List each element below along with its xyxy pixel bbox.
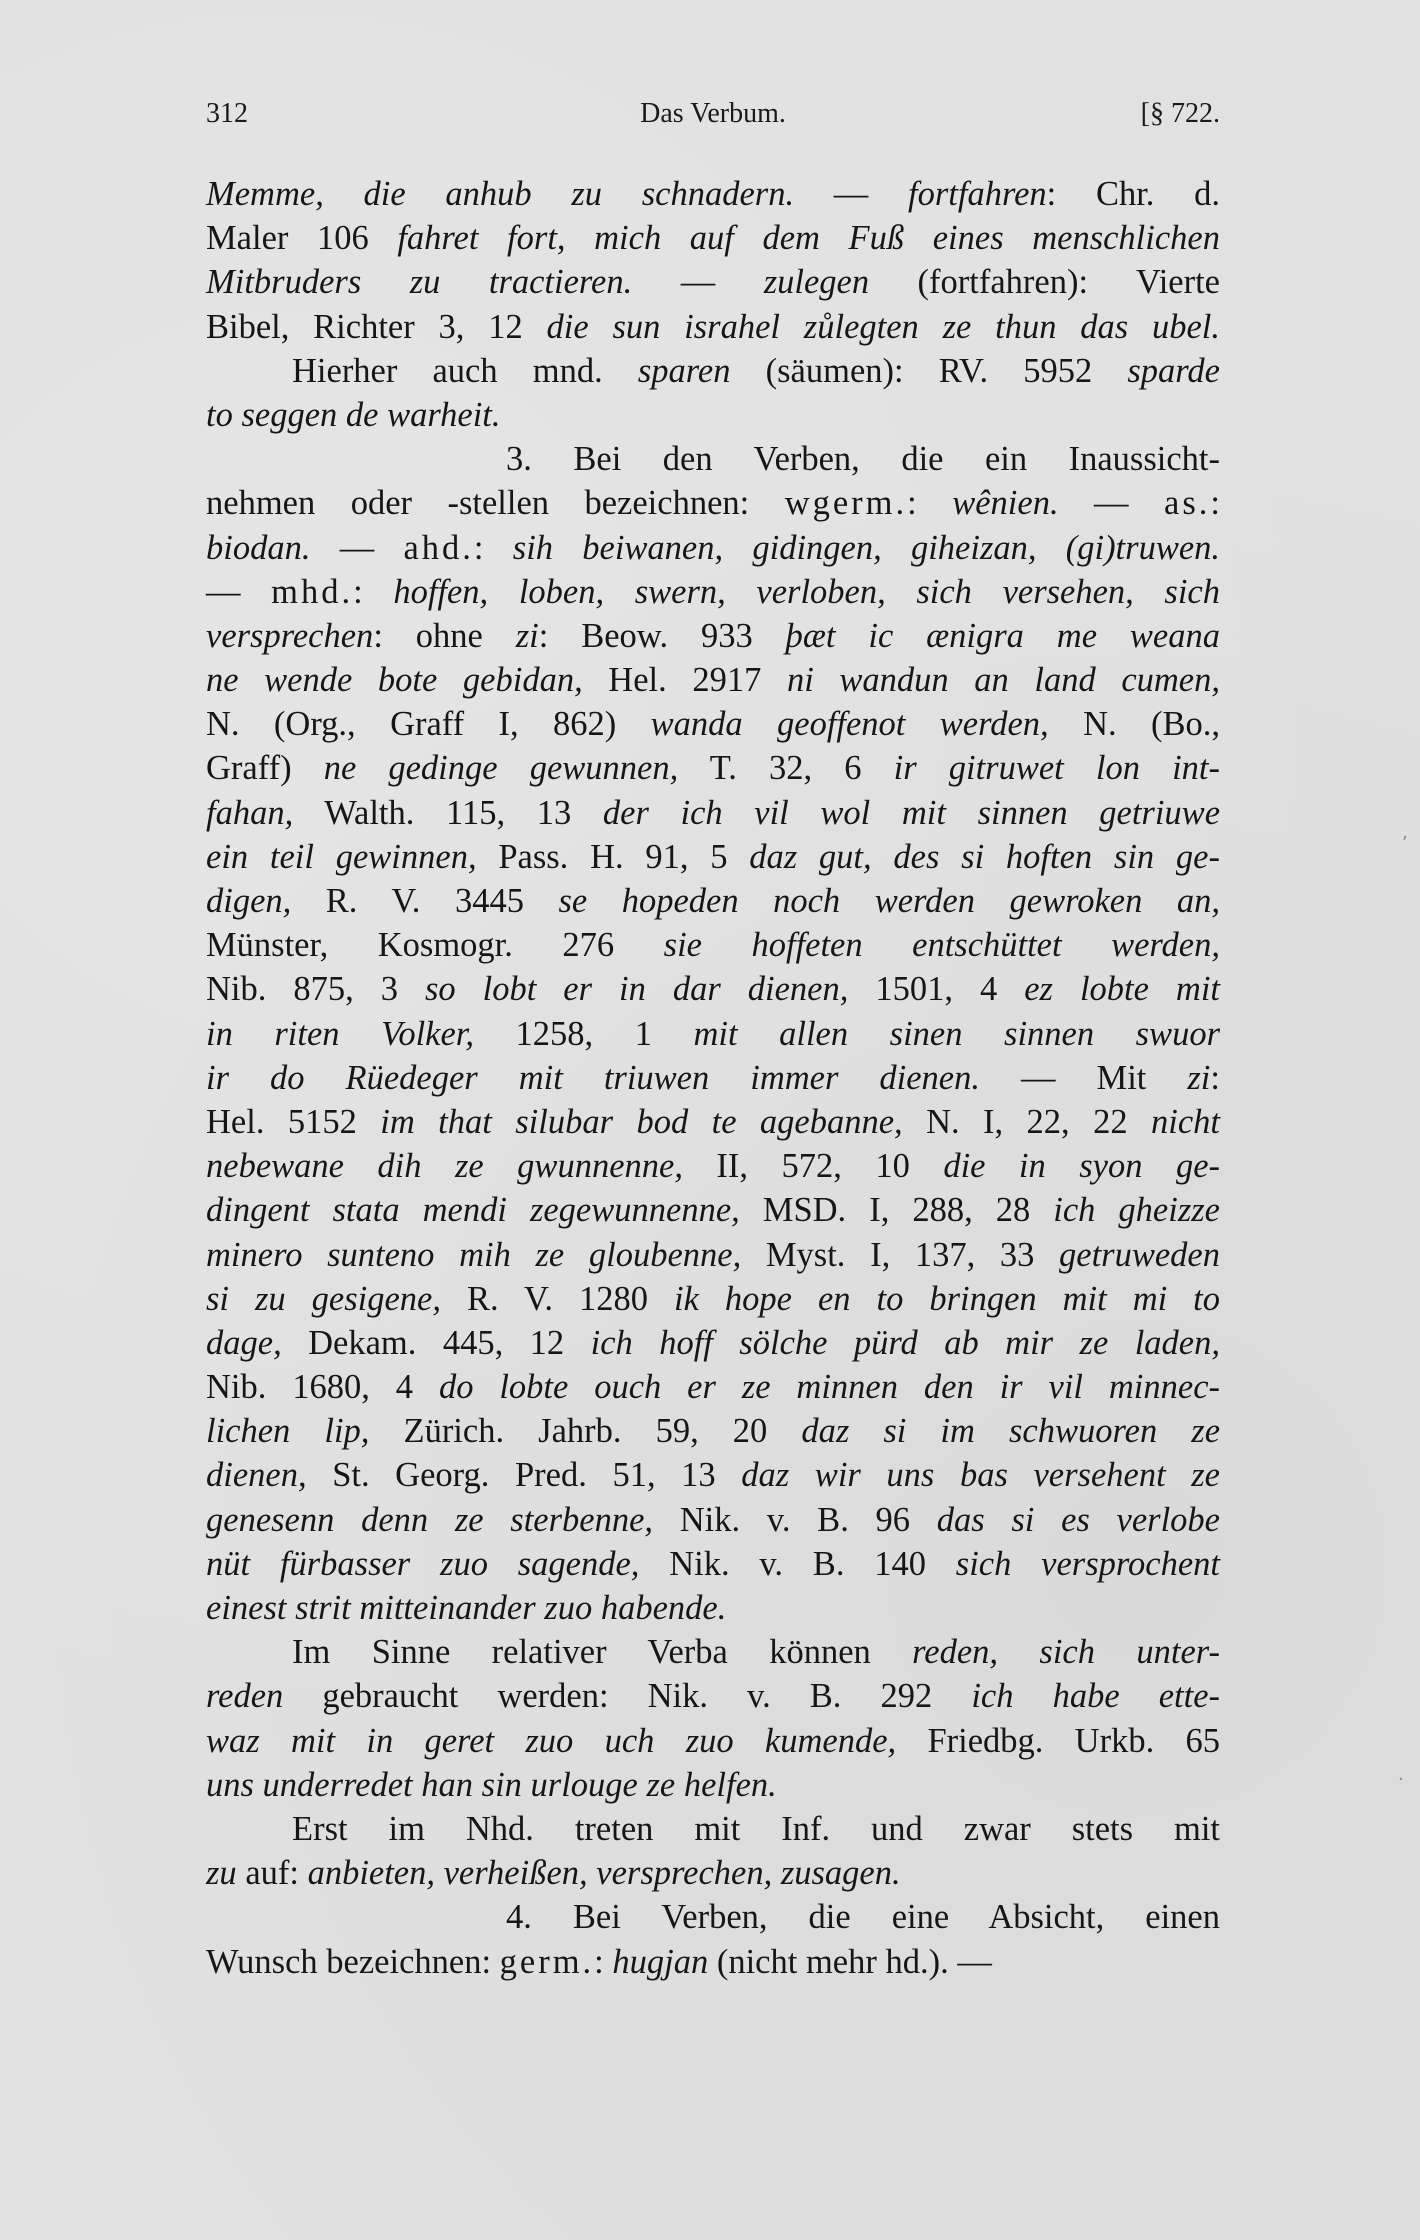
text-span: Hel. 2917 xyxy=(582,661,787,700)
text-span: N. (Org., Graff I, 862) xyxy=(206,705,651,744)
text-span: : xyxy=(353,572,394,611)
text-line xyxy=(206,614,1220,658)
italic-text-span: zu xyxy=(206,1854,237,1893)
italic-text-span: nicht xyxy=(1151,1102,1220,1141)
italic-text-span: ich habe ette- xyxy=(971,1677,1220,1716)
text-span: — xyxy=(632,263,764,302)
italic-text-span: sparen xyxy=(637,351,731,390)
text-line xyxy=(206,1586,1220,1630)
italic-text-span: daz wir uns bas versehent ze xyxy=(741,1456,1220,1495)
text-line xyxy=(206,1542,1220,1586)
italic-text-span: fahret fort, mich auf dem Fuß eines menschlichen xyxy=(397,219,1220,258)
text-span: (säumen): RV. 5952 xyxy=(730,351,1128,390)
text-span: nehmen oder -stellen bezeichnen: xyxy=(206,484,785,523)
text-line xyxy=(206,1321,1220,1365)
text-line xyxy=(206,1144,1220,1188)
italic-text-span: mit allen sinen sinnen swuor xyxy=(693,1014,1220,1053)
italic-text-span: ich hoff sölche pürd ab mir ze laden, xyxy=(590,1323,1220,1362)
text-span: : xyxy=(473,528,513,567)
text-line xyxy=(206,1807,1220,1851)
text-span: : xyxy=(594,1942,613,1981)
italic-text-span: zi xyxy=(1187,1058,1211,1097)
italic-text-span: Memme, die anhub zu schnadern. xyxy=(206,175,795,213)
italic-text-span: þæt ic ænigra me weana xyxy=(785,616,1220,655)
italic-text-span: ir gitruwet lon int- xyxy=(893,749,1221,788)
text-span: — xyxy=(310,528,404,567)
text-span: R. V. 3445 xyxy=(291,882,559,920)
running-header xyxy=(206,98,1220,138)
text-span: N. (Bo., xyxy=(1048,705,1220,744)
italic-text-span: to seggen de warheit. xyxy=(206,395,501,434)
text-line xyxy=(206,835,1220,879)
italic-text-span: sih beiwanen, gidingen, giheizan, (gi)truwen. xyxy=(512,528,1221,567)
italic-text-span: die in syon ge- xyxy=(943,1147,1220,1186)
margin-mark: . xyxy=(1398,1764,1404,1785)
text-line xyxy=(206,1498,1220,1542)
text-line xyxy=(206,658,1220,702)
text-span: ahd. xyxy=(403,528,474,567)
text-span: : xyxy=(1210,1058,1220,1097)
text-line xyxy=(206,746,1220,790)
italic-text-span: nüt fürbasser zuo sagende, xyxy=(206,1544,640,1583)
text-span: Friedbg. Urkb. 65 xyxy=(896,1721,1221,1760)
text-line xyxy=(206,481,1220,525)
italic-text-span: getruweden xyxy=(1059,1235,1220,1274)
italic-text-span: fahan, xyxy=(206,793,294,832)
margin-mark: ‚ xyxy=(1402,822,1408,843)
text-span: Walth. 115, 13 xyxy=(293,793,603,832)
italic-text-span: ir do Rüedeger mit triuwen immer dienen. xyxy=(206,1058,980,1097)
italic-text-span: nebewane dih ze gwunnenne, xyxy=(206,1147,683,1186)
text-line xyxy=(206,216,1220,260)
italic-text-span: in riten Volker, xyxy=(206,1014,475,1053)
text-line xyxy=(206,1674,1220,1718)
text-span: Hierher auch mnd. xyxy=(292,351,638,390)
italic-text-span: Mitbruders zu tractieren. xyxy=(206,263,633,302)
italic-text-span: do lobte ouch er ze minnen den ir vil minnec- xyxy=(438,1368,1220,1407)
italic-text-span: das si es verlobe xyxy=(936,1500,1220,1539)
italic-text-span: lichen lip, xyxy=(206,1412,370,1451)
italic-text-span: wênien. xyxy=(952,484,1059,523)
text-line xyxy=(206,526,1220,570)
text-span: Zürich. Jahrb. 59, 20 xyxy=(369,1412,802,1451)
text-line xyxy=(206,172,1220,216)
italic-text-span: ne gedinge gewunnen, xyxy=(323,749,679,788)
italic-text-span: im that silubar bod te agebanne, xyxy=(380,1102,903,1141)
text-span: T. 32, 6 xyxy=(678,749,894,788)
text-line xyxy=(206,702,1220,746)
text-line xyxy=(206,1365,1220,1409)
text-span: Hel. 5152 xyxy=(206,1102,381,1141)
text-line xyxy=(206,923,1220,967)
text-span: Maler 106 xyxy=(206,219,398,258)
italic-text-span: ne wende bote gebidan, xyxy=(206,661,583,700)
text-span: — xyxy=(206,572,272,611)
text-span: Nik. v. B. 140 xyxy=(639,1544,956,1583)
text-line xyxy=(206,570,1220,614)
text-span: : ohne xyxy=(373,616,516,655)
text-span: wgerm. xyxy=(784,484,908,523)
italic-text-span: zi xyxy=(515,616,539,655)
text-line xyxy=(206,1851,1220,1895)
italic-text-span: dienen, xyxy=(206,1456,307,1495)
running-title: Das Verbum. xyxy=(640,98,786,129)
text-span: — xyxy=(794,175,909,213)
text-line xyxy=(206,1012,1220,1056)
text-line xyxy=(206,1940,1220,1984)
text-span: Im Sinne relativer Verba können xyxy=(292,1633,913,1672)
italic-text-span: hoffen, loben, swern, verloben, sich versehen, sich xyxy=(393,572,1220,611)
text-span: R. V. 1280 xyxy=(440,1279,675,1318)
text-line xyxy=(206,1719,1220,1763)
italic-text-span: si zu gesigene, xyxy=(206,1279,441,1318)
text-span: Graff) xyxy=(206,749,324,788)
italic-text-span: anbieten, verheißen, versprechen, zusagen. xyxy=(307,1854,901,1893)
section-reference: [§ 722. xyxy=(1140,98,1220,129)
text-line xyxy=(206,260,1220,304)
italic-text-span: sie hoffeten entschüttet werden, xyxy=(663,926,1220,965)
text-line xyxy=(206,1763,1220,1807)
text-span: St. Georg. Pred. 51, 13 xyxy=(306,1456,742,1495)
page-number: 312 xyxy=(206,98,248,129)
italic-text-span: sparde xyxy=(1127,351,1220,390)
text-line xyxy=(206,967,1220,1011)
italic-text-span: digen, xyxy=(206,882,292,920)
italic-text-span: ein teil gewinnen, xyxy=(206,837,477,876)
text-line xyxy=(206,305,1220,349)
text-span: : xyxy=(1210,484,1221,523)
italic-text-span: der ich vil wol mit sinnen getriuwe xyxy=(602,793,1221,832)
italic-text-span: genesenn denn ze sterbenne, xyxy=(206,1500,654,1539)
italic-text-span: reden, sich unter- xyxy=(912,1633,1220,1672)
italic-text-span: daz si im schwuoren ze xyxy=(801,1412,1221,1451)
text-line xyxy=(206,791,1220,835)
italic-text-span: hugjan xyxy=(612,1942,709,1981)
text-line xyxy=(206,393,1220,437)
text-span: MSD. I, 288, 28 xyxy=(739,1191,1054,1230)
italic-text-span: waz mit in geret zuo uch zuo kumende, xyxy=(206,1721,897,1760)
text-span: auf: xyxy=(236,1854,308,1893)
text-span: Nib. 875, 3 xyxy=(206,970,425,1009)
italic-text-span: ik hope en to bringen mit mi to xyxy=(674,1279,1221,1318)
text-span: II, 572, 10 xyxy=(682,1147,944,1186)
text-line xyxy=(206,1100,1220,1144)
text-line xyxy=(206,1453,1220,1497)
text-line xyxy=(206,1056,1220,1100)
text-line xyxy=(206,1277,1220,1321)
text-span: Wunsch bezeichnen: xyxy=(206,1942,500,1981)
text-span: 1501, 4 xyxy=(848,970,1025,1009)
text-span: (nicht mehr hd.). — xyxy=(708,1942,992,1981)
text-span: Nib. 1680, 4 xyxy=(206,1368,439,1407)
text-span: : xyxy=(907,484,953,523)
italic-text-span: einest strit mitteinander zuo habende. xyxy=(206,1589,727,1627)
text-span: germ. xyxy=(499,1942,595,1981)
text-line xyxy=(206,1895,1220,1939)
italic-text-span: fortfahren xyxy=(908,175,1047,213)
italic-text-span: versprechen xyxy=(206,616,374,655)
italic-text-span: so lobt er in dar dienen, xyxy=(424,970,849,1009)
text-span: Myst. I, 137, 33 xyxy=(741,1235,1060,1274)
text-span: as. xyxy=(1164,484,1211,523)
text-line xyxy=(206,349,1220,393)
italic-text-span: zulegen xyxy=(763,263,870,302)
italic-text-span: sich versprochent xyxy=(955,1544,1220,1583)
italic-text-span: dingent stata mendi zegewunnenne, xyxy=(206,1191,740,1230)
italic-text-span: ich gheizze xyxy=(1053,1191,1220,1230)
italic-text-span: uns underredet han sin urlouge ze helfen. xyxy=(206,1765,777,1804)
italic-text-span: ni wandun an land cumen, xyxy=(786,661,1220,700)
italic-text-span: daz gut, des si hoften sin ge- xyxy=(749,837,1220,876)
text-span: : Chr. d. xyxy=(1046,175,1221,213)
body-text xyxy=(206,172,1220,1984)
italic-text-span: ez lobte mit xyxy=(1024,970,1221,1009)
text-span: 1258, 1 xyxy=(474,1014,694,1053)
text-span: Münster, Kosmogr. 276 xyxy=(206,926,664,965)
italic-text-span: biodan. xyxy=(206,528,311,567)
text-span: : Beow. 933 xyxy=(538,616,786,655)
text-span: Erst im Nhd. treten mit Inf. und zwar stets mit xyxy=(292,1809,1220,1848)
text-span: — Mit xyxy=(980,1058,1188,1097)
text-span: Nik. v. B. 96 xyxy=(653,1500,937,1539)
text-span: 3. Bei den Verben, die ein Inaussicht- xyxy=(506,440,1220,479)
text-span: Bibel, Richter 3, 12 xyxy=(206,307,547,346)
text-span: gebraucht werden: Nik. v. B. 292 xyxy=(283,1677,972,1716)
text-line xyxy=(206,1409,1220,1453)
italic-text-span: die sun israhel zůlegten ze thun das ubel. xyxy=(546,307,1221,346)
text-span: — xyxy=(1058,484,1165,523)
text-span: mhd. xyxy=(271,572,354,611)
text-line xyxy=(206,1233,1220,1277)
italic-text-span: dage, xyxy=(206,1323,282,1362)
italic-text-span: wanda geoffenot werden, xyxy=(650,705,1049,744)
text-line xyxy=(206,1630,1220,1674)
text-span: 4. Bei Verben, die eine Absicht, einen xyxy=(506,1898,1220,1937)
italic-text-span: reden xyxy=(206,1677,284,1716)
text-line xyxy=(206,1188,1220,1232)
text-span: (fortfahren): Vierte xyxy=(869,263,1220,302)
text-span: Dekam. 445, 12 xyxy=(281,1323,591,1362)
text-span: N. I, 22, 22 xyxy=(902,1102,1152,1141)
text-line xyxy=(206,879,1220,923)
text-span: Pass. H. 91, 5 xyxy=(476,837,750,876)
italic-text-span: se hopeden noch werden gewroken an, xyxy=(558,882,1220,920)
text-line xyxy=(206,437,1220,481)
italic-text-span: minero sunteno mih ze gloubenne, xyxy=(206,1235,742,1274)
